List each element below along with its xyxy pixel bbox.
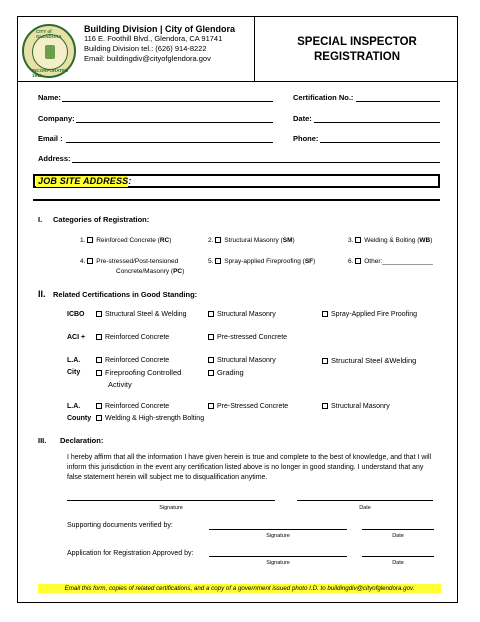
category-sf[interactable]: 5. Spray-applied Fireproofing (SF) [208,258,316,265]
supporting-date-line[interactable] [362,529,434,530]
category-wb[interactable]: 3. Welding & Bolting (WB) [348,237,433,244]
name-field[interactable] [62,101,273,102]
approved-signature-caption: Signature [266,560,290,566]
form-title-line1: SPECIAL INSPECTOR [297,36,417,48]
section2-title: Related Certifications in Good Standing: [53,290,198,299]
cert-icbo-masonry[interactable]: Structural Masonry [208,310,276,320]
category-rc[interactable]: 1. Reinforced Concrete (RC) [80,237,172,244]
signature-caption: Signature [159,505,183,511]
checkbox[interactable] [96,370,102,376]
row-head-la: L.A. [67,357,81,364]
section3-title: Declaration: [60,436,104,445]
category-sm[interactable]: 2. Structural Masonry (SM) [208,237,295,244]
supporting-signature-caption: Signature [266,533,290,539]
supporting-date-caption: Date [392,533,404,539]
company-label: Company: [38,114,75,123]
checkbox[interactable] [96,415,102,421]
checkbox[interactable] [322,403,328,409]
phone-label: Phone: [293,134,319,143]
section1-title: Categories of Registration: [53,215,150,224]
seal-text-bottom: INCORPORATED 1911 [32,68,69,78]
cert-county-masonry[interactable]: Structural Masonry [322,402,390,412]
checkbox[interactable] [96,357,102,363]
date-label: Date: [293,114,312,123]
section2-numeral: II. [38,289,46,299]
phone-field[interactable] [320,142,440,143]
checkbox[interactable] [96,311,102,317]
cert-city-fireproofing[interactable]: Fireproofing Controlled [96,368,181,378]
row-head-county: County [67,415,92,422]
supporting-docs-label: Supporting documents verified by: [67,522,173,529]
footer-instructions: Email this form, copies of related certifications, and a copy of a government issued photo I.D. to buildingdiv@cityofglendora.gov. [64,585,415,592]
row-head-la-county: L.A. [67,403,81,410]
applicant-date-line[interactable] [297,500,433,501]
declaration-text: I hereby affirm that all the information I have given herein is true and complete to the best of knowledge, and that I will inform this jurisdiction in the event any certification listed above is no longer in good standing. I understand that any false statement herein will subject me to disqualification anytime. [67,454,432,481]
checkbox[interactable] [87,237,93,243]
certification-no-label: Certification No.: [293,93,354,102]
email-field[interactable] [66,142,273,143]
checkbox[interactable] [96,334,102,340]
email-label: Email : [38,134,63,143]
cert-county-welding-bolting[interactable]: Welding & High-strength Bolting [96,414,204,424]
date-caption: Date [359,505,371,511]
category-pc[interactable]: 4. Pre-stressed/Post-tensioned [80,258,179,265]
date-field[interactable] [314,122,440,123]
cert-county-reinforced[interactable]: Reinforced Concrete [96,402,169,412]
cert-icbo-fireproofing[interactable]: Spray-Applied Fire Proofing [322,310,417,320]
division-title: Building Division | City of Glendora [84,24,236,34]
checkbox[interactable] [355,237,361,243]
section3-numeral: III. [38,436,47,445]
cert-city-steel-welding[interactable]: Structural Steel &Welding [322,356,416,366]
form-title-line2: REGISTRATION [313,51,401,63]
checkbox[interactable] [322,311,328,317]
cert-aci-prestressed[interactable]: Pre-stressed Concrete [208,333,287,343]
header-divider [254,16,255,82]
checkbox[interactable] [215,258,221,264]
header-info [84,24,235,64]
row-head-aci: ACI + [67,334,86,341]
checkbox[interactable] [215,237,221,243]
supporting-signature-line[interactable] [209,529,347,530]
approved-signature-line[interactable] [209,556,347,557]
cert-city-fireproofing-line2: Activity [108,380,132,389]
division-address: 116 E. Foothill Blvd., Glendora, CA 91741 [84,34,223,43]
row-head-icbo: ICBO [67,311,85,318]
city-seal-logo [22,24,76,78]
certification-no-field[interactable] [356,101,440,102]
row-head-city: City [67,369,81,376]
approved-date-line[interactable] [362,556,434,557]
cert-county-prestressed[interactable]: Pre-Stressed Concrete [208,402,288,412]
seal-inner [32,34,68,70]
checkbox[interactable] [322,358,328,364]
checkbox[interactable] [355,258,361,264]
checkbox[interactable] [87,258,93,264]
division-email[interactable]: Email: buildingdiv@cityofglendora.gov [84,54,211,63]
division-phone: Building Division tel.: (626) 914-8222 [84,44,207,53]
company-field[interactable] [76,122,273,123]
checkbox[interactable] [208,334,214,340]
applicant-signature-line[interactable] [67,500,275,501]
cert-city-grading[interactable]: Grading [208,368,244,378]
approved-label: Application for Registration Approved by: [67,550,194,557]
checkbox[interactable] [208,311,214,317]
seal-text-top: CITY of GLENDORA [36,29,62,39]
separator [33,199,440,201]
section1-numeral: I. [38,215,43,224]
cert-city-masonry[interactable]: Structural Masonry [208,356,276,366]
job-site-label: JOB SITE ADDRESS: [38,176,132,186]
cert-icbo-steel-welding[interactable]: Structural Steel & Welding [96,310,187,320]
form-title [256,35,458,65]
cert-city-reinforced[interactable]: Reinforced Concrete [96,356,169,366]
seal-emblem-icon [45,45,55,59]
address-label: Address: [38,154,71,163]
checkbox[interactable] [208,357,214,363]
checkbox[interactable] [208,370,214,376]
address-field[interactable] [72,162,440,163]
cert-aci-reinforced[interactable]: Reinforced Concrete [96,333,169,343]
category-other[interactable]: 6. Other:______________ [348,258,433,265]
approved-date-caption: Date [392,560,404,566]
name-label: Name: [38,93,61,102]
category-pc-line2: Concrete/Masonry (PC) [116,268,185,275]
checkbox[interactable] [208,403,214,409]
checkbox[interactable] [96,403,102,409]
